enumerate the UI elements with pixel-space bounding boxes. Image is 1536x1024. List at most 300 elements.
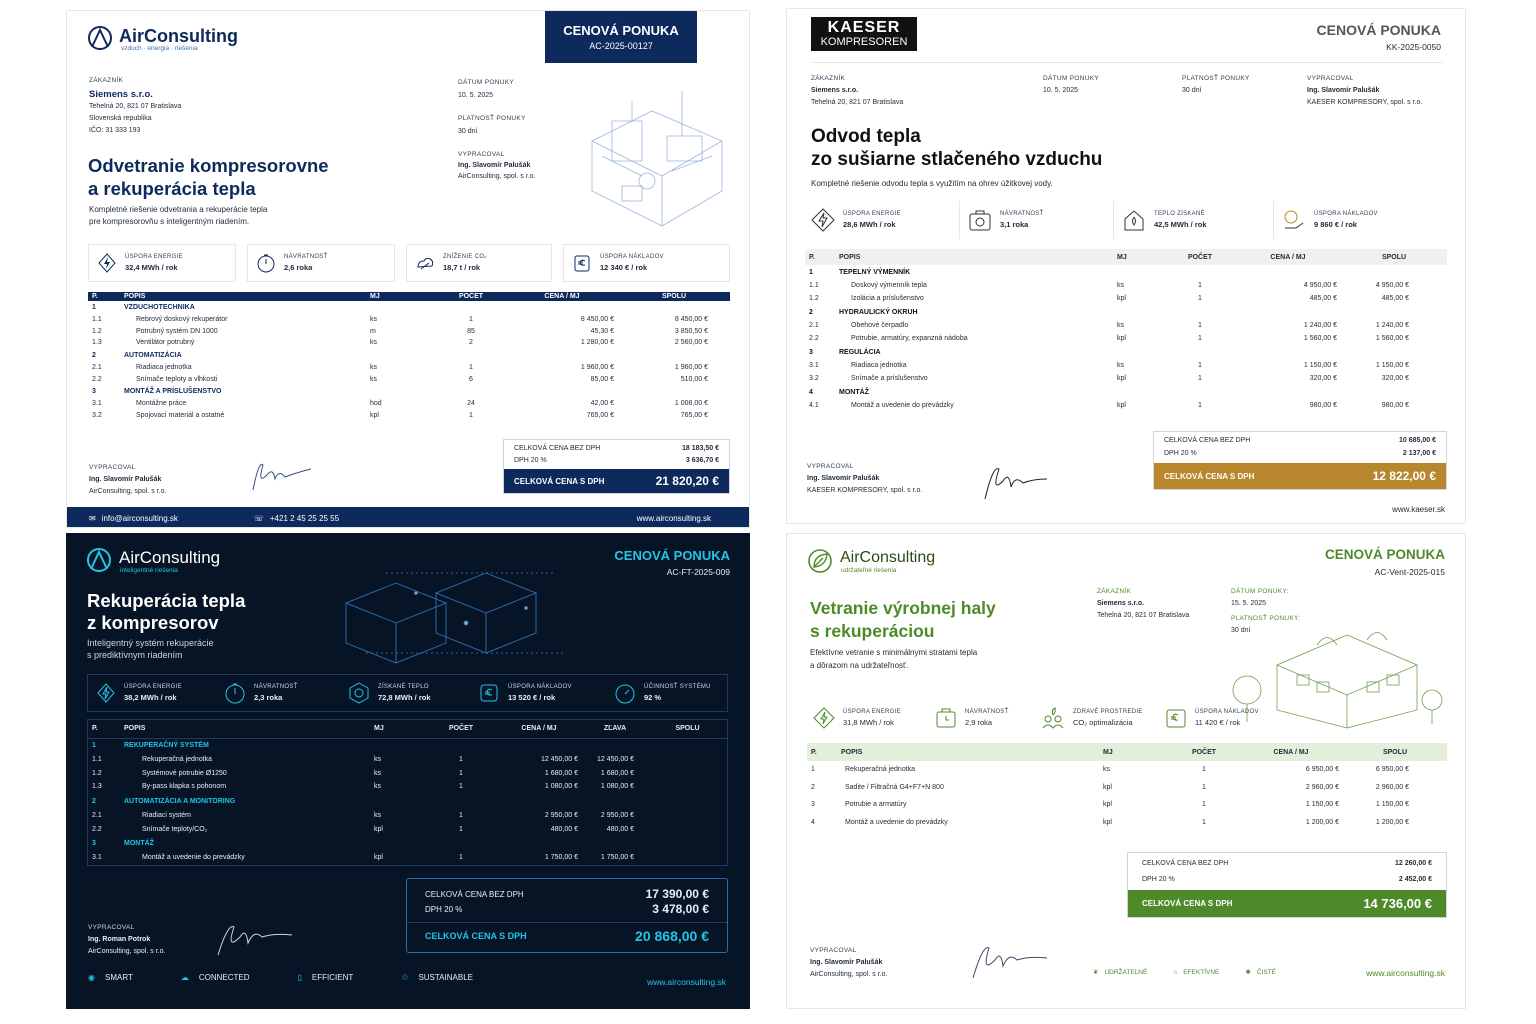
quote-kaeser [786, 8, 1466, 524]
footer-bar [67, 507, 750, 528]
bolt-icon [811, 208, 835, 232]
date-block [1043, 73, 1099, 97]
row-number: 1.3 [92, 783, 102, 791]
handwritten-signature [979, 459, 1049, 503]
row-section-title: MONTÁŽ [124, 839, 154, 847]
kpi-label: ÚSPORA ENERGIE [843, 709, 901, 715]
row-number: 3.1 [809, 362, 819, 369]
brand-name: AirConsulting [119, 548, 221, 567]
col-unit: MJ [374, 725, 384, 733]
quote-meta [458, 77, 535, 182]
row-unit-price: 1 680,00 € [544, 769, 578, 777]
kpi-label: ZÍSKANÉ TEPLO [378, 684, 429, 690]
signature-label: VYPRACOVAL [807, 463, 854, 470]
row-description: Spojovací materiál a ostatné [136, 411, 225, 419]
footer-sustainable: UDRŽATEĽNÉ [1104, 968, 1148, 976]
row-unit: kpl [1117, 375, 1126, 382]
kpi-value: 18,7 t / rok [443, 263, 481, 272]
row-unit-price: 1 240,00 € [1303, 322, 1337, 329]
row-description: Rekuperačná jednotka [845, 766, 916, 774]
title-line-2: s rekuperáciou [810, 621, 935, 641]
row-quantity: 1 [1202, 801, 1206, 809]
row-description: Potrubie a armatúry [845, 801, 907, 809]
phone-icon: ☏ [253, 513, 264, 523]
kaeser-logo [811, 17, 917, 51]
desc-line-1: Inteligentný systém rekuperácie [87, 638, 214, 648]
kpi-energy-saving [803, 201, 963, 239]
kpi-payback [216, 674, 340, 712]
brand-name: AirConsulting [840, 549, 936, 566]
vat-value: 2 137,00 € [1402, 450, 1436, 457]
logo-mark-icon [86, 547, 112, 573]
footer-sustainable: SUSTAINABLE [418, 973, 473, 982]
col-p: P. [92, 725, 98, 733]
row-unit-price: 765,00 € [586, 411, 614, 419]
row-total: 1 240,00 € [1375, 322, 1409, 329]
leaf-logo-icon [807, 548, 833, 574]
row-total: 6 950,00 € [1375, 766, 1409, 774]
row-quantity: 1 [1202, 819, 1206, 827]
kpi-energy-saving [88, 244, 236, 282]
signature-label: VYPRACOVAL [89, 464, 136, 471]
customer-address: Tehelná 20, 821 07 Bratislava [89, 103, 182, 110]
row-unit: kpl [1103, 801, 1112, 809]
totals-box [1127, 852, 1447, 918]
row-unit: ks [374, 756, 381, 764]
row-number: 1.1 [92, 756, 102, 764]
kpi-payback [247, 244, 395, 282]
desc-line-1: Efektívne vetranie s minimálnymi stratami tepla [810, 648, 978, 657]
row-quantity: 24 [467, 400, 475, 408]
validity-value: 30 dní [1231, 627, 1251, 634]
kpi-value: 3,1 roka [1000, 220, 1029, 229]
quote-title [811, 125, 1102, 171]
table-row [805, 399, 1447, 412]
footer-clean: ČISTÉ [1256, 968, 1276, 976]
row-unit-price: 4 950,00 € [1303, 282, 1337, 289]
row-total: 510,00 € [680, 375, 708, 383]
row-description: Riadiaca jednotka [136, 364, 192, 372]
signature-block [89, 462, 166, 498]
customer-name: Siemens s.r.o. [1097, 600, 1145, 607]
signature-name: Ing. Slavomír Palušák [810, 959, 883, 966]
table-row [805, 319, 1447, 332]
row-unit-price: 85,00 € [590, 375, 614, 383]
kpi-value: 2,9 roka [965, 718, 993, 727]
row-description: Montáž a uvedenie do prevádzky [845, 819, 948, 827]
kpi-energy-saving [805, 699, 931, 737]
euro-leaf-icon [1165, 707, 1187, 729]
row-unit: ks [370, 375, 377, 383]
table-section-row [805, 345, 1447, 359]
vat-label: DPH 20 % [1164, 450, 1197, 457]
row-unit-price: 485,00 € [1309, 295, 1337, 302]
col-total: SPOLU [661, 293, 687, 300]
row-quantity: 1 [469, 364, 473, 372]
validity-label: PLATNOSŤ PONUKY: [1231, 615, 1301, 622]
kpi-label: ÚSPORA ENERGIE [124, 684, 182, 690]
row-number: 2.1 [809, 322, 819, 329]
row-total: 2 560,00 € [674, 339, 708, 347]
row-number: 1 [92, 304, 96, 311]
row-unit-price: 2 960,00 € [1305, 783, 1339, 791]
vat-label: DPH 20 % [514, 457, 547, 464]
author-label: VYPRACOVAL [1307, 75, 1354, 82]
title-line-1: Vetranie výrobnej haly [810, 598, 996, 618]
row-description: By-pass klapka s pohonom [142, 783, 227, 791]
footer-smart: SMART [104, 973, 133, 982]
row-number: 2 [809, 308, 813, 316]
grand-total-value: 14 736,00 € [1363, 896, 1432, 911]
row-description: Izolácia a príslušenstvo [851, 295, 924, 302]
kpi-label: ÚSPORA ENERGIE [843, 211, 901, 217]
col-qty: POČET [458, 293, 484, 300]
handwritten-signature [969, 936, 1049, 982]
author-name: Ing. Slavomír Palušák [458, 162, 531, 169]
signature-company: AirConsulting, spol. s r.o. [88, 948, 166, 955]
desc-line-2: pre kompresorovňu s inteligentným riadením. [89, 217, 250, 226]
row-number: 3 [92, 839, 96, 847]
row-unit-price: 1 200,00 € [1305, 819, 1339, 827]
table-row [807, 814, 1447, 832]
footer-efficient: EFEKTÍVNE [1183, 968, 1220, 976]
row-total: 1 150,00 € [1375, 801, 1409, 809]
kpi-payback [927, 699, 1037, 737]
row-quantity: 1 [1202, 783, 1206, 791]
row-section-title: AUTOMATIZÁCIA [124, 351, 182, 359]
row-quantity: 1 [469, 316, 473, 324]
table-row [88, 809, 727, 823]
heat-house-icon [1122, 208, 1146, 232]
row-unit: ks [1117, 282, 1124, 289]
grand-total-label: CELKOVÁ CENA S DPH [1164, 471, 1255, 481]
footer-web[interactable]: www.airconsulting.sk [1366, 968, 1445, 978]
row-number: 2.2 [92, 825, 102, 833]
row-unit-price: 6 950,00 € [1305, 766, 1339, 774]
logo-mark-icon [87, 25, 113, 51]
row-quantity: 1 [1198, 322, 1202, 329]
row-section-title: REGULÁCIA [839, 348, 881, 356]
kpi-value: 38,2 MWh / rok [124, 693, 177, 702]
kpi-value: 2,3 roka [254, 693, 283, 702]
quote-description [89, 204, 267, 228]
doc-number: KK-2025-0050 [1386, 42, 1441, 52]
row-description: Snímače teploty a vlhkosti [136, 375, 218, 383]
table-row [805, 359, 1447, 372]
row-unit: ks [1117, 322, 1124, 329]
table-section-row [88, 794, 727, 809]
customer-block [1097, 586, 1189, 622]
doc-type: CENOVÁ PONUKA [614, 548, 730, 563]
customer-name: Siemens s.r.o. [811, 87, 859, 94]
row-description: Potrubie, armatúry, expanzná nádoba [851, 335, 968, 342]
row-unit-price: 45,30 € [590, 327, 614, 335]
row-unit: kpl [1117, 295, 1126, 302]
table-row [88, 767, 727, 781]
kpi-label: NÁVRATNOSŤ [1000, 211, 1044, 217]
blueprint-illustration [572, 81, 742, 231]
row-quantity: 1 [1198, 402, 1202, 409]
kpi-heat-gained [340, 674, 468, 712]
title-line-1: Odvod tepla [811, 126, 921, 147]
signature-company: KAESER KOMPRESORY, spol. s r.o. [807, 487, 923, 494]
row-unit-price: 2 950,00 € [544, 812, 578, 820]
title-line-2: a rekuperácia tepla [88, 178, 256, 199]
customer-address: Tehelná 20, 821 07 Bratislava [811, 99, 904, 106]
row-unit-price: 42,00 € [590, 400, 614, 408]
row-total: 1 080,00 € [600, 783, 634, 791]
row-total: 1 008,00 € [674, 400, 708, 408]
date-label: DÁTUM PONUKY [458, 79, 514, 86]
row-description: Riadiaci systém [142, 812, 192, 820]
doc-type: CENOVÁ PONUKA [1324, 547, 1445, 562]
row-number: 3 [92, 387, 96, 395]
date-value: 10. 5. 2025 [1043, 87, 1079, 94]
quote-title [88, 154, 329, 200]
row-description: Sadite / Filtračná G4+F7+N 800 [845, 783, 944, 791]
quote-description [810, 646, 977, 672]
row-section-title: TEPELNÝ VÝMENNÍK [839, 268, 911, 276]
row-quantity: 2 [469, 339, 473, 347]
row-section-title: MONTÁŽ [839, 388, 869, 396]
euro-cycle-icon [478, 682, 500, 704]
row-total: 2 950,00 € [600, 812, 634, 820]
kpi-payback [959, 201, 1109, 239]
signature-block [88, 922, 165, 958]
table-row [805, 332, 1447, 345]
row-unit: kpl [1103, 783, 1112, 791]
kpi-label: ÚSPORA NÁKLADOV [1195, 709, 1259, 715]
author-label: VYPRACOVAL [458, 151, 505, 158]
kpi-value: 12 340 € / rok [600, 263, 648, 272]
kpi-value: 72,8 MWh / rok [378, 693, 431, 702]
table-row [88, 851, 727, 865]
col-p: P. [92, 293, 98, 300]
row-section-title: HYDRAULICKÝ OKRUH [839, 308, 918, 316]
clock-icon [935, 707, 957, 729]
row-number: 1 [92, 742, 96, 750]
table-row [88, 410, 730, 422]
row-number: 4.1 [809, 402, 819, 409]
desc-line-1: Kompletné riešenie odvetrania a rekuperácie tepla [89, 205, 268, 214]
signature-name: Ing. Slavomír Palušák [807, 475, 880, 482]
grand-total-value: 20 868,00 € [635, 928, 709, 944]
col-qty: POČET [448, 725, 474, 733]
quote-airconsulting-blue [66, 10, 750, 528]
bolt-house-icon: ⌂ [1173, 968, 1178, 976]
author-company: AirConsulting, spol. s r.o. [458, 173, 536, 180]
row-total: 1 960,00 € [674, 364, 708, 372]
col-discount: ZĽAVA [603, 725, 627, 733]
kpi-cost-saving [470, 674, 598, 712]
desc-line-2: a dôrazom na udržateľnosť. [810, 661, 909, 670]
kpi-value: 11 420 € / rok [1195, 718, 1241, 727]
total-net-label: CELKOVÁ CENA BEZ DPH [1164, 437, 1251, 444]
row-unit-price: 1 150,00 € [1303, 362, 1337, 369]
kpi-label: ZDRAVÉ PROSTREDIE [1073, 709, 1143, 715]
col-p: P. [809, 253, 815, 261]
row-number: 4 [809, 388, 813, 396]
quote-title [810, 597, 996, 643]
row-description: Rebrový doskový rekuperátor [136, 316, 228, 324]
row-quantity: 1 [459, 825, 463, 833]
row-quantity: 1 [1198, 362, 1202, 369]
table-row [88, 398, 730, 410]
validity-label: PLATNOSŤ PONUKY [458, 115, 526, 122]
brand-tagline: vzduch · energia · riešenia [121, 45, 198, 52]
vat-value: 3 636,70 € [685, 457, 719, 464]
row-number: 1.1 [809, 282, 819, 289]
table-row [805, 292, 1447, 305]
author-name: Ing. Slavomír Palušák [1307, 87, 1380, 94]
row-unit-price: 1 080,00 € [544, 783, 578, 791]
customer-label: ZÁKAZNÍK [89, 77, 124, 84]
kpi-cost-saving [1273, 201, 1443, 239]
kpi-co2 [406, 244, 552, 282]
row-unit-price: 480,00 € [550, 825, 578, 833]
col-desc: POPIS [839, 253, 861, 261]
kpi-label: NÁVRATNOSŤ [284, 254, 328, 260]
col-unit: MJ [1117, 253, 1127, 261]
signature-company: AirConsulting, spol. s r.o. [810, 971, 888, 978]
title-line-1: Rekuperácia tepla [87, 590, 246, 611]
quote-description [87, 637, 214, 661]
table-section-row [805, 385, 1447, 399]
customer-country: Slovenská republika [89, 115, 152, 122]
row-quantity: 1 [1198, 375, 1202, 382]
footer-phone[interactable]: +421 2 45 25 25 55 [269, 513, 340, 523]
col-desc: POPIS [124, 293, 146, 300]
leaf-cloud-icon [415, 253, 435, 273]
title-line-1: Odvetranie kompresorovne [88, 155, 329, 176]
doc-number: AC-Vent-2025-015 [1374, 567, 1445, 577]
table-section-row [88, 836, 727, 851]
logo-word-1: KAESER [827, 19, 901, 36]
col-price: CENA / MJ [544, 293, 580, 300]
row-description: Doskový výmenník tepla [851, 282, 927, 289]
total-net-label: CELKOVÁ CENA BEZ DPH [1142, 860, 1229, 867]
divider [811, 62, 1443, 63]
row-description: Ventilátor potrubný [136, 339, 195, 347]
kpi-label: NÁVRATNOSŤ [254, 684, 298, 690]
row-description: Rekuperačná jednotka [142, 756, 213, 764]
quote-airconsulting-dark [66, 533, 750, 1009]
footer-email[interactable]: info@airconsulting.sk [101, 513, 178, 523]
row-description: Snímače a príslušenstvo [851, 375, 928, 382]
vat-value: 2 452,00 € [1398, 876, 1432, 883]
date-label: DÁTUM PONUKY: [1231, 588, 1289, 595]
grand-total-label: CELKOVÁ CENA S DPH [1142, 899, 1233, 908]
row-number: 2.1 [92, 364, 102, 372]
row-total: 765,00 € [680, 411, 708, 419]
row-unit: kpl [374, 825, 383, 833]
handwritten-signature [245, 455, 315, 495]
total-net-value: 10 685,00 € [1399, 437, 1436, 444]
row-unit: ks [374, 769, 381, 777]
customer-block [811, 73, 903, 109]
row-unit: hod [370, 400, 382, 408]
row-unit: ks [1117, 362, 1124, 369]
table-section-row [805, 265, 1447, 279]
row-total: 485,00 € [1381, 295, 1409, 302]
col-price: CENA / MJ [521, 725, 557, 733]
totals-box [1153, 431, 1447, 490]
row-number: 1 [809, 268, 813, 276]
row-number: 4 [811, 819, 815, 827]
kpi-value: 2,6 roka [284, 263, 313, 272]
kpi-value: 32,4 MWh / rok [125, 263, 178, 272]
row-unit-price: 320,00 € [1309, 375, 1337, 382]
kpi-healthy-environment [1033, 699, 1163, 737]
col-price: CENA / MJ [1273, 748, 1309, 756]
row-description: Montážne práce [136, 400, 187, 408]
bolt-icon [96, 683, 116, 703]
row-unit-price: 1 280,00 € [580, 339, 614, 347]
row-number: 3.1 [92, 400, 102, 408]
row-unit: m [370, 327, 376, 335]
vat-label: DPH 20 % [425, 904, 463, 914]
footer-web[interactable]: www.airconsulting.sk [636, 513, 711, 523]
signature-company: AirConsulting, spol. s r.o. [89, 488, 167, 495]
row-number: 2 [811, 783, 815, 791]
vat-label: DPH 20 % [1142, 876, 1175, 883]
table-row [88, 314, 730, 326]
row-unit: ks [374, 783, 381, 791]
row-quantity: 1 [459, 854, 463, 862]
signature-name: Ing. Slavomír Palušák [89, 476, 162, 483]
row-number: 1.2 [92, 769, 102, 777]
row-unit-price: 980,00 € [1309, 402, 1337, 409]
row-unit-price: 12 450,00 € [541, 756, 578, 764]
col-qty: POČET [1187, 253, 1213, 261]
total-net-label: CELKOVÁ CENA BEZ DPH [425, 889, 524, 899]
signature-block [807, 461, 922, 497]
total-net-value: 12 260,00 € [1395, 860, 1432, 867]
kpi-cost-saving [1157, 699, 1297, 737]
totals-box [406, 878, 728, 953]
row-number: 3 [809, 348, 813, 356]
title-line-2: z kompresorov [87, 612, 219, 633]
col-total: SPOLU [1381, 253, 1407, 261]
people-leaf-icon [1041, 707, 1065, 729]
table-section-row [805, 305, 1447, 319]
kpi-value: 92 % [644, 693, 662, 702]
kpi-efficiency [606, 674, 728, 712]
row-number: 2 [92, 351, 96, 359]
kpi-label: ÚSPORA NÁKLADOV [600, 254, 664, 260]
col-desc: POPIS [124, 725, 146, 733]
coins-hand-icon [1282, 208, 1306, 232]
footer-web[interactable]: www.airconsulting.sk [647, 977, 726, 987]
row-total: 1 150,00 € [1375, 362, 1409, 369]
row-quantity: 1 [469, 411, 473, 419]
row-number: 3.2 [92, 411, 102, 419]
col-price: CENA / MJ [1270, 253, 1306, 261]
table-row [88, 362, 730, 374]
brand-tagline: udržateľné riešenia [841, 567, 897, 574]
table-row [805, 279, 1447, 292]
table-section-row [88, 385, 730, 398]
recycle-icon: ♲ [401, 973, 409, 982]
items-table [88, 292, 730, 421]
row-unit-price: 1 960,00 € [580, 364, 614, 372]
row-total: 4 950,00 € [1375, 282, 1409, 289]
row-description: Obehové čerpadlo [851, 322, 909, 329]
row-total: 2 960,00 € [1375, 783, 1409, 791]
row-number: 1.3 [92, 339, 102, 347]
row-number: 2.2 [809, 335, 819, 342]
footer-web[interactable]: www.kaeser.sk [1392, 505, 1445, 514]
